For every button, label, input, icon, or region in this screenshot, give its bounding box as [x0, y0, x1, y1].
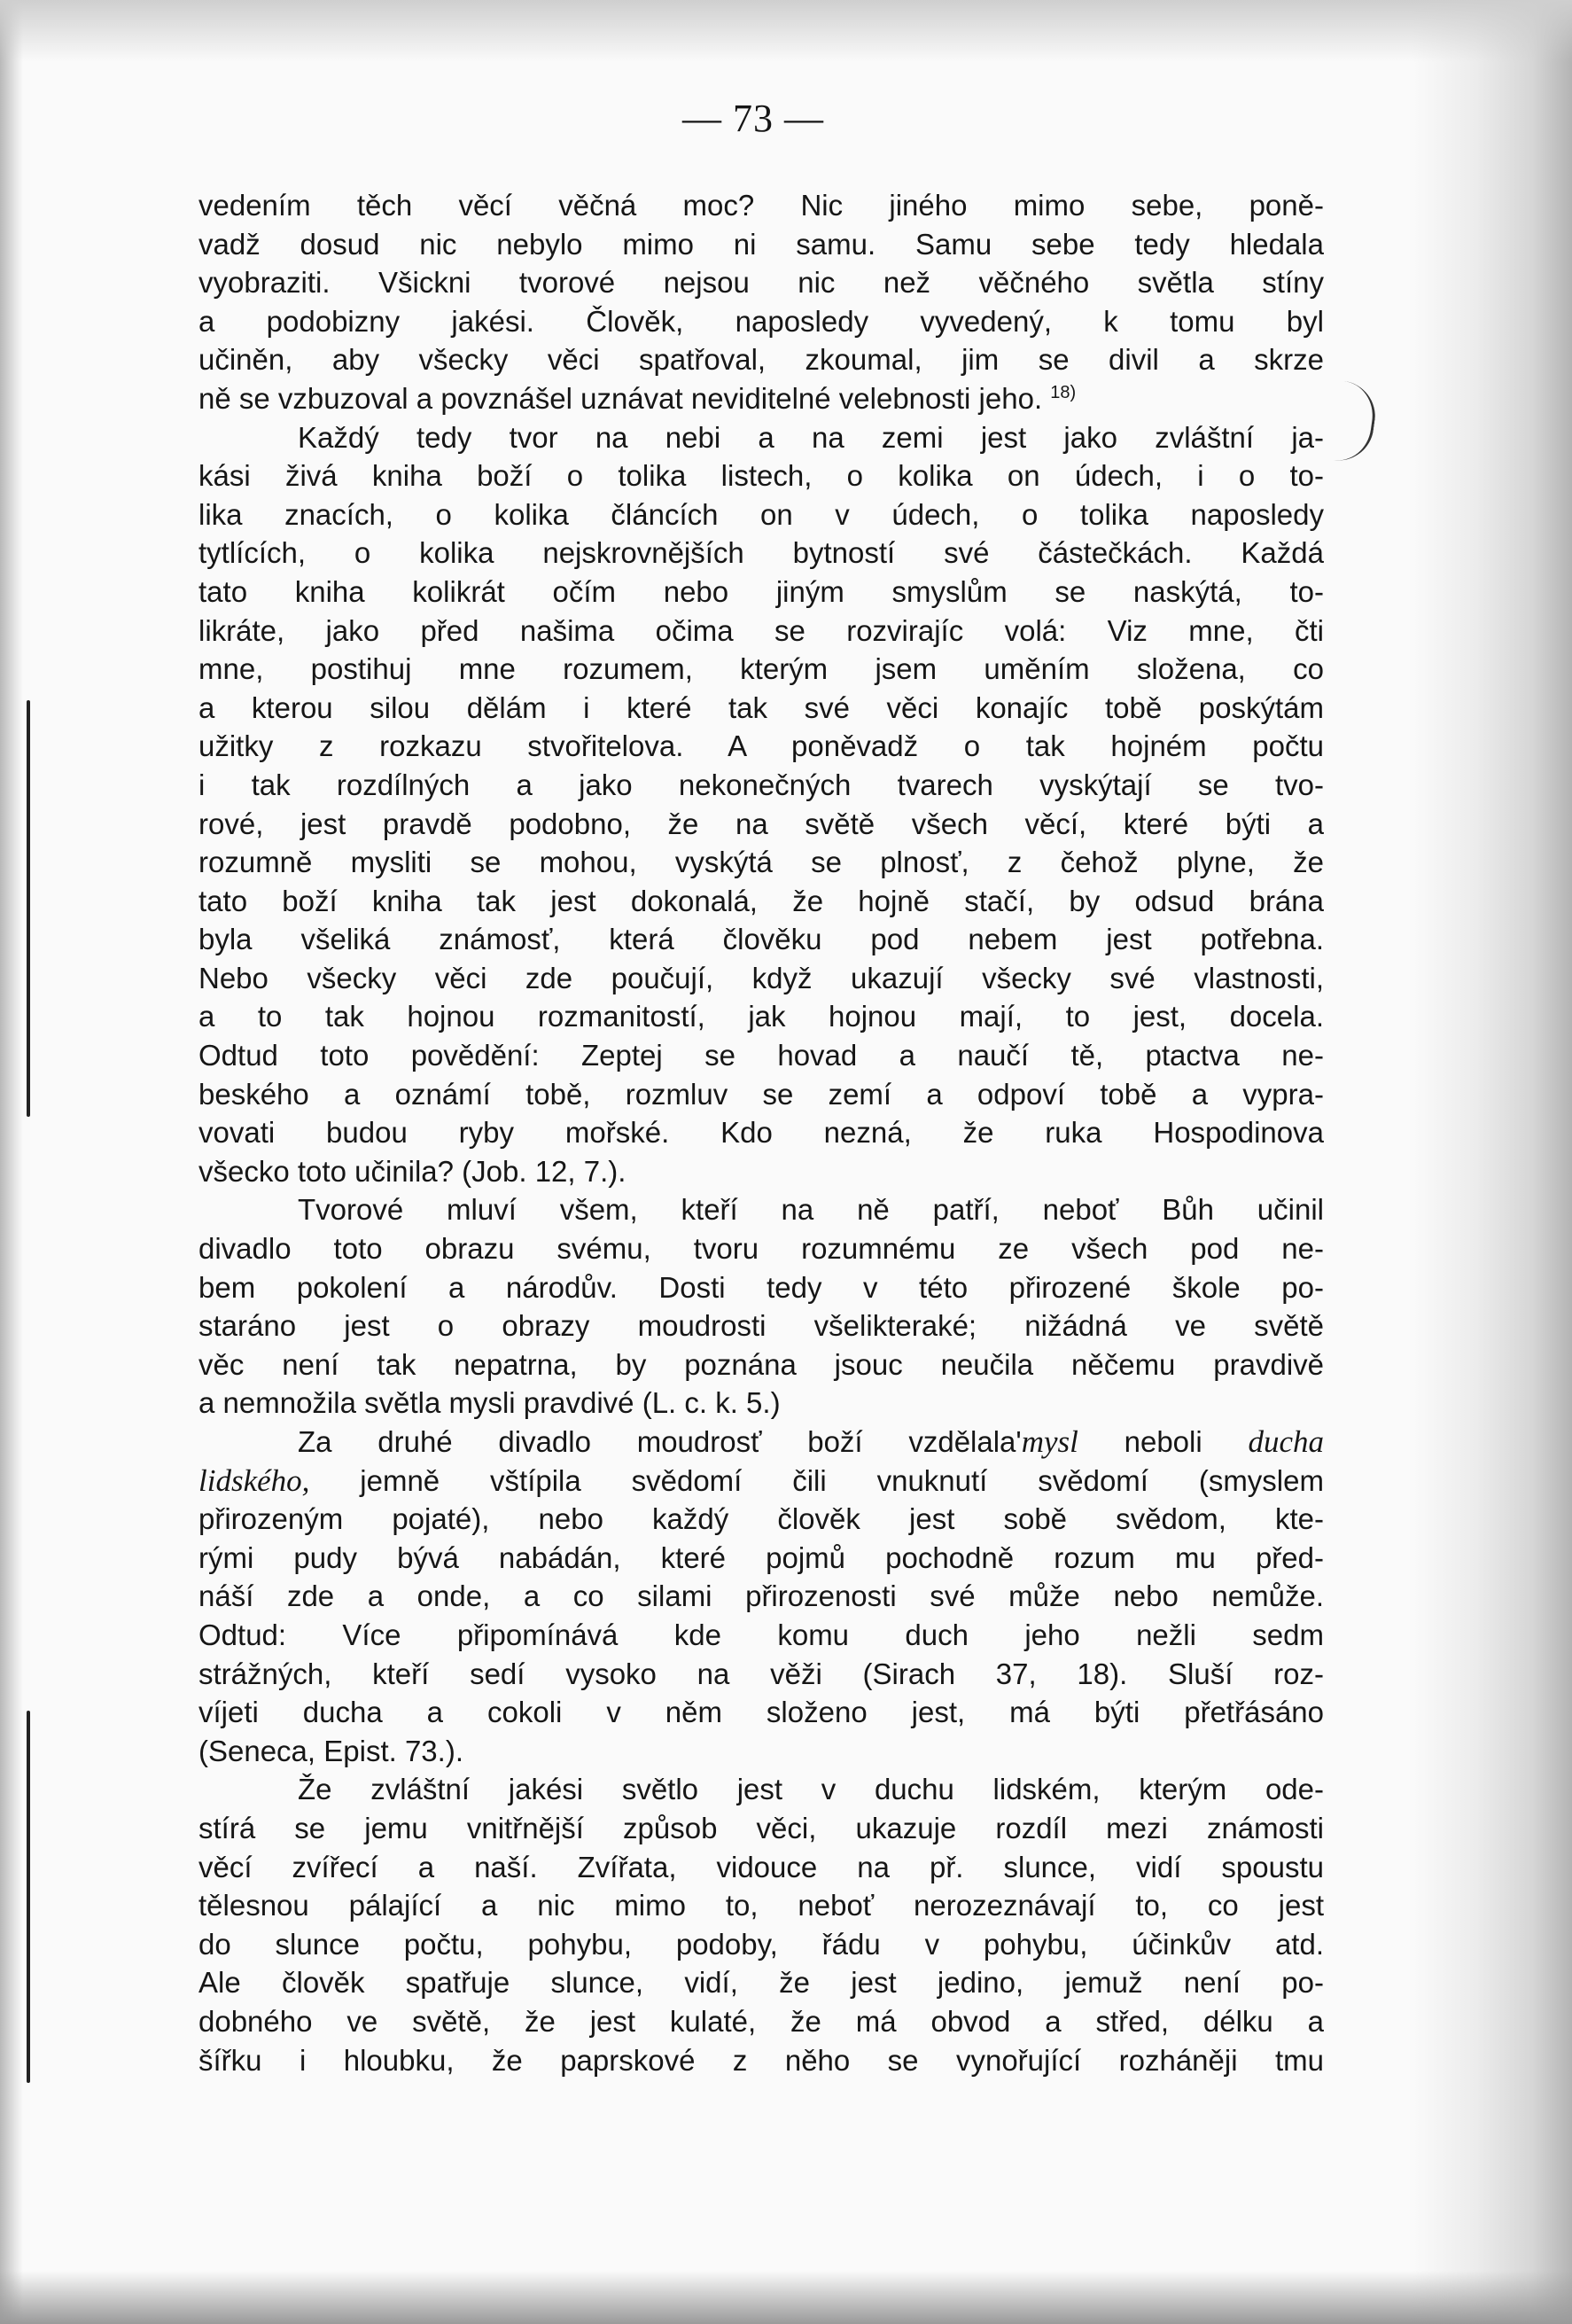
text-line: a nemnožila světla mysli pravdivé (L. c. k. 5.)	[198, 1386, 781, 1420]
text-line: dobného ve světě, že jest kulaté, že má obvod a střed, délku a	[198, 2004, 1324, 2038]
text-line: rozumně mysliti se mohou, vyskýtá se plnosť, z čehož plyne, že	[198, 846, 1324, 879]
text-line: učiněn, aby všecky věci spatřoval, zkoumal, jim se divil a skrze	[198, 343, 1324, 377]
text-line: šířku i hloubku, že paprskové z něho se vynořující rozháněji tmu	[198, 2043, 1324, 2077]
text-line: a kterou silou dělám i které tak své věci konajíc tobě poskýtám	[198, 690, 1324, 724]
text-line: náší zde a onde, a co silami přirozenosti své může nebo nemůže.	[198, 1579, 1324, 1613]
body-text	[198, 186, 1324, 2079]
text-segment: Za druhé divadlo moudrosť boží vzdělala'	[298, 1425, 1022, 1458]
text-line: vedením těch věcí věčná moc? Nic jiného mimo sebe, poně-	[198, 189, 1324, 222]
paragraph-4	[198, 1423, 1324, 1770]
footnote-reference: 18)	[1050, 382, 1077, 402]
text-line: a to tak hojnou rozmanitostí, jak hojnou mají, to jest, docela.	[198, 1000, 1324, 1033]
paragraph-2	[198, 418, 1324, 1191]
paragraph-1	[198, 186, 1324, 418]
text-line: bem pokolení a národův. Dosti tedy v této přirozené škole po-	[198, 1270, 1324, 1304]
text-line: byla všeliká známosť, která člověku pod nebem jest potřebna.	[198, 923, 1324, 956]
text-line: mne, postihuj mne rozumem, kterým jsem uměním složena, co	[198, 652, 1324, 686]
text-line: i tak rozdílných a jako nekonečných tvarech vyskýtají se tvo-	[198, 768, 1324, 801]
text-line: kási živá kniha boží o tolika listech, o kolika on údech, i o to-	[198, 459, 1324, 493]
text-line	[198, 1462, 1324, 1501]
text-line: lika znacích, o kolika článcích on v údech, o tolika naposledy	[198, 497, 1324, 531]
text-line: strážných, kteří sedí vysoko na věži (Sirach 37, 18). Sluší roz-	[198, 1657, 1324, 1690]
text-line: Že zvláštní jakési světlo jest v duchu lidském, kterým ode-	[298, 1773, 1324, 1806]
text-line	[198, 379, 1324, 418]
text-line: rové, jest pravdě podobno, že na světě všech věcí, které býti a	[198, 807, 1324, 840]
text-line: rými pudy bývá nabádán, které pojmů pochodně rozum mu před-	[198, 1540, 1324, 1574]
italic-term: mysl	[1021, 1424, 1078, 1459]
text-line: tytlících, o kolika nejskrovnějších bytností své částečkách. Každá	[198, 536, 1324, 570]
text-line	[198, 1423, 1324, 1462]
text-line: Odtud: Více připomínává kde komu duch jeho nežli sedm	[198, 1618, 1324, 1651]
text-line: tato kniha kolikrát očím nebo jiným smyslům se naskýtá, to-	[198, 574, 1324, 608]
text-line: stírá se jemu vnitřnější způsob věci, ukazuje rozdíl mezi známosti	[198, 1811, 1324, 1844]
text-line: likráte, jako před našima očima se rozvirajíc volá: Viz mne, čti	[198, 613, 1324, 647]
text-line: Ale člověk spatřuje slunce, vidí, že jest jedino, jemuž není po-	[198, 1966, 1324, 2000]
paragraph-3	[198, 1190, 1324, 1423]
text-line: (Seneca, Epist. 73.).	[198, 1734, 463, 1767]
text-line: všecko toto učinila? (Job. 12, 7.).	[198, 1154, 626, 1188]
text-line: přirozeným pojaté), nebo každý člověk jest sobě svědom, kte-	[198, 1502, 1324, 1536]
text-line: do slunce počtu, pohybu, podoby, řádu v pohybu, účinkův atd.	[198, 1927, 1324, 1961]
text-line: Tvorové mluví všem, kteří na ně patří, neboť Bůh učinil	[298, 1193, 1324, 1227]
text-line: Každý tedy tvor na nebi a na zemi jest jako zvláštní ja-	[298, 420, 1324, 454]
margin-binding-mark	[27, 1711, 30, 2083]
scan-shadow-bottom	[0, 2271, 1572, 2324]
text-line: Nebo všecky věci zde poučují, když ukazují všecky své vlastnosti,	[198, 961, 1324, 994]
italic-term: ducha	[1248, 1424, 1324, 1459]
scan-shadow-top	[0, 0, 1572, 62]
text-line-content: ně se vzbuzoval a povznášel uznávat neviditelné velebnosti jeho.	[198, 381, 1043, 415]
text-line: užitky z rozkazu stvořitelova. A poněvadž o tak hojném počtu	[198, 729, 1324, 763]
text-line: vovati budou ryby mořské. Kdo nezná, že ruka Hospodinova	[198, 1116, 1324, 1150]
text-line: vyobraziti. Všickni tvorové nejsou nic než věčného světla stíny	[198, 266, 1324, 300]
page-number: — 73 —	[682, 97, 824, 140]
text-line: divadlo toto obrazu svému, tvoru rozumnému ze všech pod ne-	[198, 1232, 1324, 1266]
paragraph-5	[198, 1770, 1324, 2079]
text-line: tělesnou pálající a nic mimo to, neboť nerozeznávají to, co jest	[198, 1889, 1324, 1922]
italic-term: lidského,	[198, 1462, 310, 1498]
text-line: vadž dosud nic nebylo mimo ni samu. Samu sebe tedy hledala	[198, 227, 1324, 261]
text-segment: jemně vštípila svědomí čili vnuknutí svědomí (smyslem	[309, 1463, 1324, 1497]
text-line: věcí zvířecí a naší. Zvířata, vidouce na př. slunce, vidí spoustu	[198, 1850, 1324, 1883]
text-line: a podobizny jakési. Člověk, naposledy vyvedený, k tomu byl	[198, 304, 1324, 338]
scan-shadow-left	[0, 0, 23, 2324]
text-line: Odtud toto povědění: Zeptej se hovad a naučí tě, ptactva ne-	[198, 1039, 1324, 1072]
text-line: tato boží kniha tak jest dokonalá, že hojně stačí, by odsud brána	[198, 884, 1324, 917]
text-line: beského a oznámí tobě, rozmluv se zemí a odpoví tobě a vypra-	[198, 1077, 1324, 1111]
text-line: víjeti ducha a cokoli v něm složeno jest, má býti přetřásáno	[198, 1696, 1324, 1729]
scan-shadow-right	[1412, 0, 1572, 2324]
text-line: staráno jest o obrazy moudrosti všelikteraké; nižádná ve světě	[198, 1309, 1324, 1343]
text-line: věc není tak nepatrna, by poznána jsouc neučila něčemu pravdivě	[198, 1347, 1324, 1381]
text-segment: neboli	[1078, 1425, 1249, 1458]
margin-binding-mark	[27, 700, 30, 1117]
